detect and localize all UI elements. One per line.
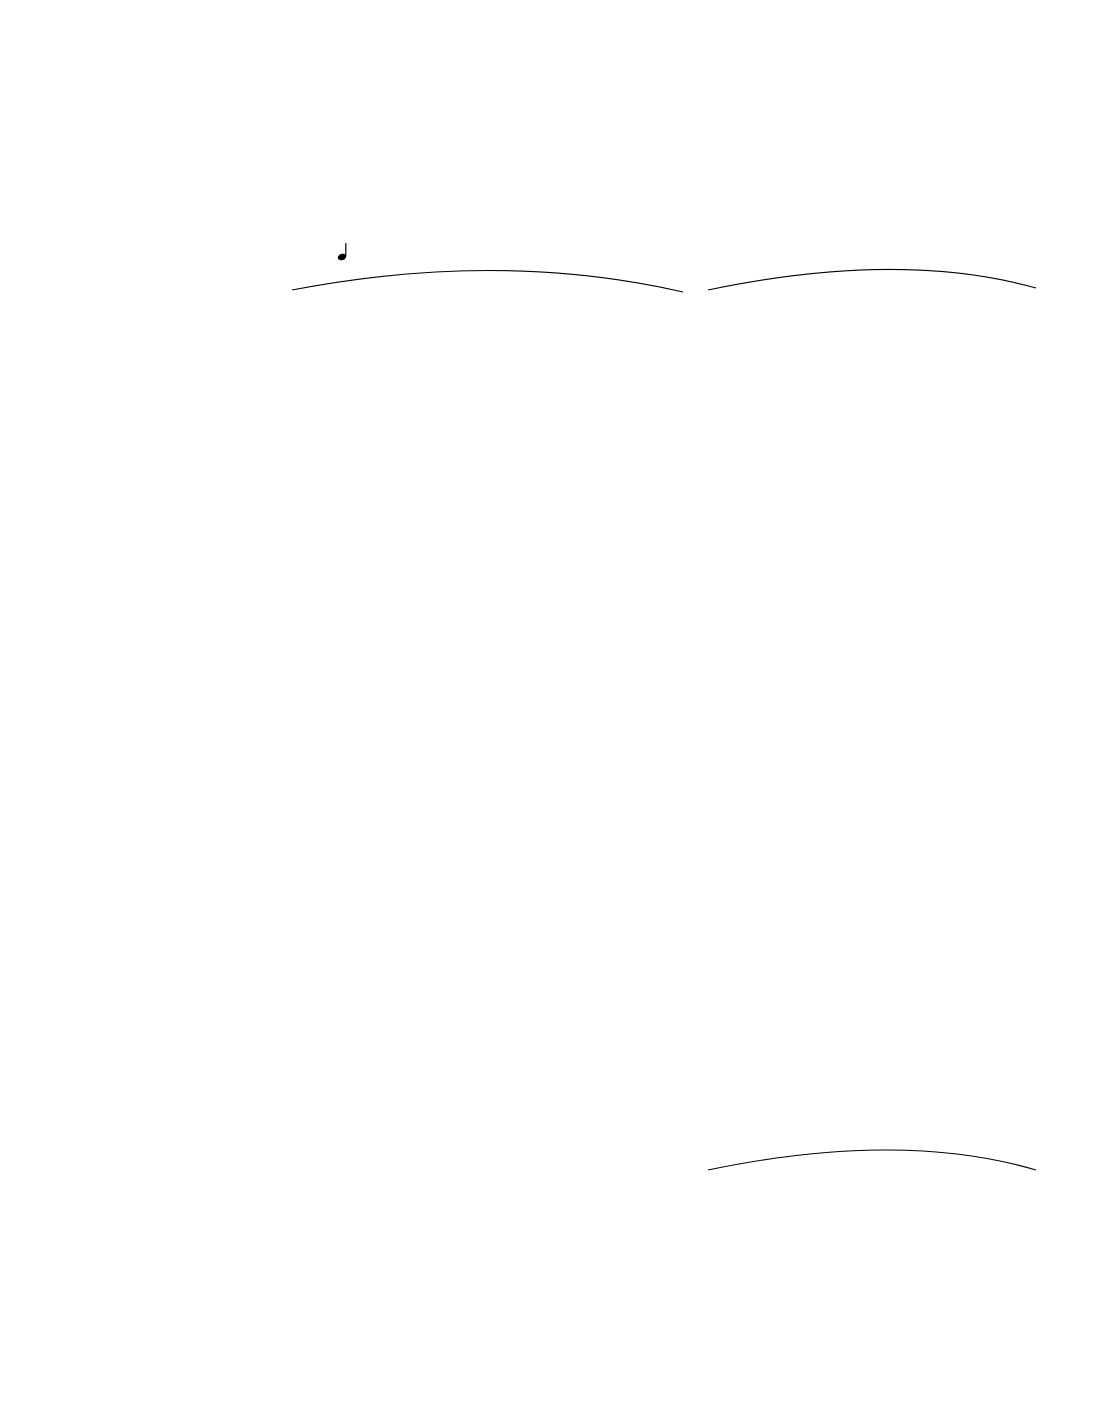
cornet-slur-2	[708, 269, 1036, 290]
euphonium-slur	[708, 1150, 1036, 1170]
music-notation	[292, 243, 1036, 1170]
cornet-slur-1	[292, 270, 683, 292]
tempo-quarter-note-icon	[337, 243, 347, 261]
